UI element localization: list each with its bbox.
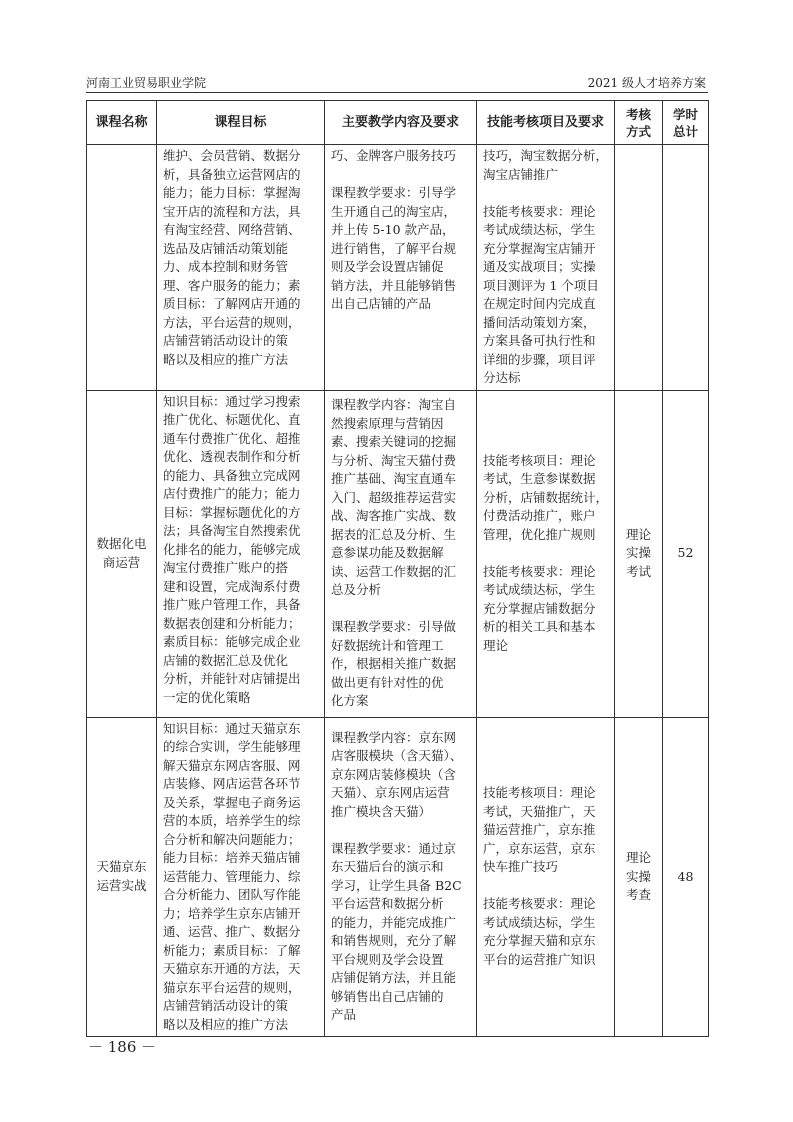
total-hours-cell: 48	[663, 717, 709, 1037]
skill-assessment-cell: 技巧，淘宝数据分析， 淘宝店铺推广 技能考核要求：理论 考试成绩达标，学生 充分掌握淘宝店铺开 通及实战项目；实操 项目测评为 1 个项目 在规定时间内完成直 播间活动策划方案， 方案具备可执行性和 详细的步骤，项目评 分达标	[477, 145, 615, 391]
total-hours-cell: 52	[663, 390, 709, 717]
page-header	[86, 74, 706, 92]
course-table	[86, 100, 709, 1037]
course-goal-cell: 知识目标：通过学习搜索 推广优化、标题优化、直 通车付费推广优化、超推 优化、透视表制作和分析 的能力、具备独立完成网 店付费推广的能力；能力 目标：掌握标题优化的方 法；具备淘宝自然搜索优 化排名的能力，能够完成 淘宝付费推广账户的搭 建和设置，完成淘系付费 推广账户管理工作，具备 数据表创建和分析能力； 素质目标：能够完成企业 店铺的数据汇总及优化 分析，并能针对店铺提出 一定的优化策略	[157, 390, 325, 717]
col-header-assessment-method: 考核 方式	[615, 101, 663, 145]
course-name-cell: 天猫京东 运营实战	[87, 717, 157, 1037]
table-header-row	[87, 101, 709, 145]
assessment-method-cell: 理论 实操 考试	[615, 390, 663, 717]
course-goal-cell: 知识目标：通过天猫京东 的综合实训，学生能够理 解天猫京东网店客服、网 店装修、网店运营各环节 及关系，掌握电子商务运 营的本质，培养学生的综 合分析和解决问题能力； 能力目标：培养天猫店铺 运营能力、管理能力、综 合分析能力、团队写作能 力；培养学生京东店铺开 通、运营、推广、数据分 析能力；素质目标：了解 天猫京东开通的方法，天 猫京东平台运营的规则， 店铺营销活动设计的策 略以及相应的推广方法	[157, 717, 325, 1037]
plan-title: 2021 级人才培养方案	[587, 76, 706, 90]
total-hours-cell	[663, 145, 709, 391]
col-header-total-hours: 学时 总计	[663, 101, 709, 145]
col-header-course-goal: 课程目标	[157, 101, 325, 145]
course-goal-cell: 维护、会员营销、数据分 析，具备独立运营网店的 能力；能力目标：掌握淘 宝开店的流程和方法，具 有淘宝经营、网络营销、 选品及店铺活动策划能 力、成本控制和财务管 理、客户服务的能力；素 质目标：了解网店开通的 方法，平台运营的规则， 店铺营销活动设计的策 略以及相应的推广方法	[157, 145, 325, 391]
table-row	[87, 717, 709, 1037]
table-row	[87, 390, 709, 717]
skill-assessment-cell: 技能考核项目：理论 考试，生意参谋数据 分析，店铺数据统计， 付费活动推广，账户 管理，优化推广规则 技能考核要求：理论 考试成绩达标，学生 充分掌握店铺数据分 析的相关工具和基本 理论	[477, 390, 615, 717]
school-name: 河南工业贸易职业学院	[86, 76, 207, 90]
skill-assessment-cell: 技能考核项目：理论 考试，天猫推广，天 猫运营推广，京东推 广，京东运营，京东 快车推广技巧 技能考核要求：理论 考试成绩达标，学生 充分掌握天猫和京东 平台的运营推广知识	[477, 717, 615, 1037]
table-row	[87, 145, 709, 391]
teaching-content-cell: 巧、金牌客户服务技巧 课程教学要求：引导学 生开通自己的淘宝店， 并上传 5-10 款产品， 进行销售，了解平台规 则及学会设置店铺促 销方法，并且能够销售 出自己店铺的产品	[325, 145, 477, 391]
col-header-course-name: 课程名称	[87, 101, 157, 145]
col-header-skill-assessment: 技能考核项目及要求	[477, 101, 615, 145]
teaching-content-cell: 课程教学内容：淘宝自 然搜索原理与营销因 素、搜索关键词的挖掘 与分析、淘宝天猫付费 推广基础、淘宝直通车 入门、超级推荐运营实 战、淘客推广实战、数 据表的汇总及分析、生 意参谋功能及数据解 读、运营工作数据的汇 总及分析 课程教学要求：引导做 好数据统计和管理工 作，根据相关推广数据 做出更有针对性的优 化方案	[325, 390, 477, 717]
course-name-cell: 数据化电 商运营	[87, 390, 157, 717]
header-rule	[86, 92, 708, 93]
col-header-teaching-content: 主要教学内容及要求	[325, 101, 477, 145]
course-name-cell	[87, 145, 157, 391]
assessment-method-cell	[615, 145, 663, 391]
teaching-content-cell: 课程教学内容：京东网 店客服模块（含天猫）、 京东网店装修模块（含 天猫）、京东网店运营 推广模块含天猫） 课程教学要求：通过京 东天猫后台的演示和 学习，让学生具备 B2C 平台运营和数据分析 的能力，并能完成推广 和销售规则，充分了解 平台规则及学会设置 店铺促销方法，并且能 够销售出自己店铺的 产品	[325, 717, 477, 1037]
assessment-method-cell: 理论 实操 考查	[615, 717, 663, 1037]
page-number: － 186 －	[88, 1038, 157, 1056]
